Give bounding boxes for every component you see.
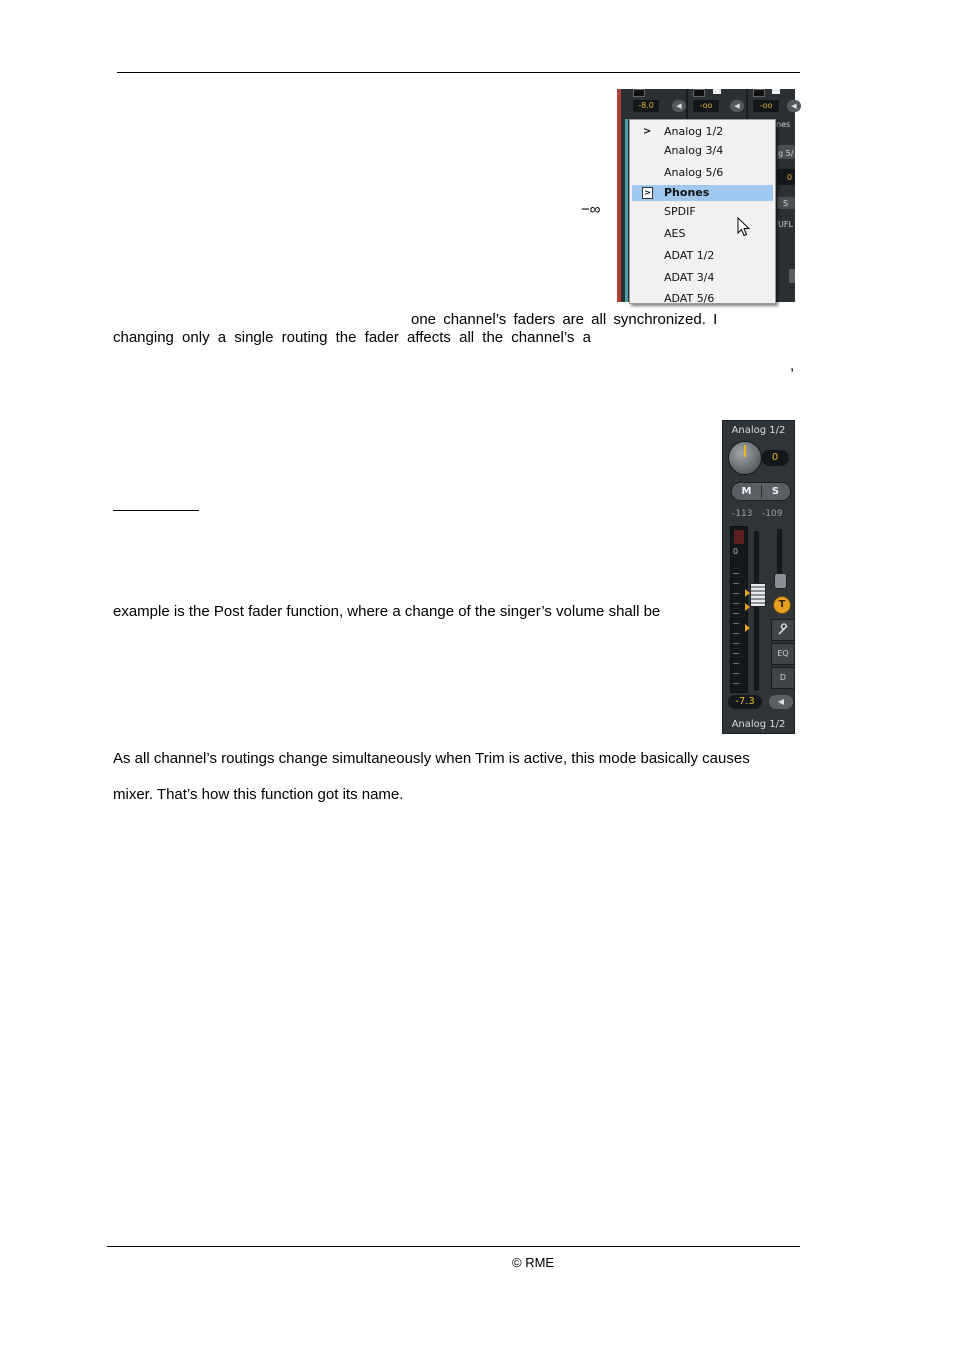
routing-menu-screenshot xyxy=(617,89,797,305)
channel-strip-screenshot xyxy=(722,420,795,734)
side-label: 0 xyxy=(787,173,793,182)
meter-tick xyxy=(733,683,739,684)
fader-value-2: -oo xyxy=(693,100,719,112)
meter-tick xyxy=(733,643,739,644)
meter-overload-indicator xyxy=(734,530,744,544)
paragraph-line: changing only a single routing the fader affects all the channel’s a xyxy=(113,329,591,346)
channel-color-bar xyxy=(617,89,621,302)
top-indicator xyxy=(633,89,645,97)
meter-tick xyxy=(733,573,739,574)
header-rule xyxy=(117,72,800,73)
menu-item-adat-3-4[interactable] xyxy=(632,270,773,286)
menu-item-label: Analog 1/2 xyxy=(664,125,724,138)
meter-tick xyxy=(733,623,739,624)
menu-item-analog-3-4[interactable] xyxy=(632,143,773,159)
menu-item-label: ADAT 1/2 xyxy=(664,249,715,262)
menu-item-adat-1-2[interactable] xyxy=(632,248,773,264)
paragraph-line: example is the Post fader function, where a change of the singer’s volume shall be xyxy=(113,603,661,620)
settings-wrench-button[interactable] xyxy=(771,619,795,641)
meter-tick xyxy=(733,603,739,604)
footer-rule xyxy=(107,1246,800,1247)
top-indicator xyxy=(693,89,705,97)
meter-tick xyxy=(733,613,739,614)
paragraph-line: As all channel’s routings change simultaneously when Trim is active, this mode basically causes xyxy=(113,750,750,767)
stray-comma: , xyxy=(790,357,795,374)
side-label: g 5/ xyxy=(778,149,794,158)
menu-item-spdif[interactable] xyxy=(632,204,773,220)
peak-left-value: -113 xyxy=(732,509,753,519)
side-label: UFL xyxy=(778,220,793,229)
routing-dropdown-menu[interactable] xyxy=(629,119,776,304)
menu-item-aes[interactable] xyxy=(632,226,773,242)
meter-tick xyxy=(733,633,739,634)
chevron-right-icon: > xyxy=(643,126,652,137)
channel-title-top: Analog 1/2 xyxy=(731,425,786,436)
menu-item-label: Analog 3/4 xyxy=(664,144,724,157)
paragraph-line: mixer. That’s how this function got its name. xyxy=(113,786,404,803)
fader-value-1: -8.0 xyxy=(633,100,659,112)
top-indicator-lit xyxy=(713,89,721,94)
gain-knob[interactable] xyxy=(728,441,762,475)
meter-tick xyxy=(733,653,739,654)
route-arrow-button[interactable]: ◀ xyxy=(787,100,801,112)
side-label: S xyxy=(783,199,789,208)
main-fader-track[interactable] xyxy=(754,531,759,691)
meter-tick xyxy=(733,663,739,664)
dynamics-button[interactable]: D xyxy=(771,667,795,689)
knob-indicator xyxy=(744,445,746,457)
side-label: nes xyxy=(776,120,791,129)
trim-button[interactable]: T xyxy=(773,596,791,614)
gain-value: 0 xyxy=(761,450,789,466)
fader-value: -7.3 xyxy=(728,695,762,709)
strip-separator xyxy=(746,89,748,119)
side-panel-box xyxy=(777,169,795,185)
menu-item-label: AES xyxy=(664,227,686,240)
route-arrow-button[interactable]: ◀ xyxy=(769,695,793,709)
channel-level-bar xyxy=(625,119,628,302)
mute-solo-group xyxy=(731,482,791,501)
route-arrow-button[interactable]: ◀ xyxy=(672,100,686,112)
channel-title-bottom: Analog 1/2 xyxy=(731,719,786,730)
route-marker-icon xyxy=(745,624,750,632)
meter-zero-label: 0 xyxy=(733,547,739,556)
neg-infinity-symbol: −∞ xyxy=(581,201,601,218)
eq-button[interactable]: EQ xyxy=(771,643,795,665)
main-fader-handle[interactable] xyxy=(750,583,766,607)
send-fader-handle[interactable] xyxy=(774,573,787,589)
chevron-right-icon: > xyxy=(642,187,653,199)
menu-item-label: ADAT 5/6 xyxy=(664,292,715,305)
top-indicator-lit xyxy=(772,89,780,94)
menu-item-analog-1-2[interactable] xyxy=(632,124,773,140)
meter-tick xyxy=(733,593,739,594)
menu-item-label: Analog 5/6 xyxy=(664,166,724,179)
mouse-cursor-icon xyxy=(737,217,751,237)
meter-tick xyxy=(733,673,739,674)
meter-tick xyxy=(733,583,739,584)
wrench-icon xyxy=(777,624,789,636)
strip-separator xyxy=(686,89,688,119)
side-panel-box xyxy=(789,269,795,283)
fader-value-3: -oo xyxy=(753,100,779,112)
menu-item-label: ADAT 3/4 xyxy=(664,271,715,284)
top-indicator xyxy=(753,89,765,97)
menu-item-analog-5-6[interactable] xyxy=(632,165,773,181)
footer-copyright: © RME xyxy=(512,1255,555,1270)
subheading-underline xyxy=(113,510,199,511)
menu-item-adat-5-6[interactable] xyxy=(632,291,773,307)
menu-item-phones[interactable] xyxy=(632,185,773,201)
route-arrow-button[interactable]: ◀ xyxy=(730,100,744,112)
mute-button[interactable]: M xyxy=(741,486,752,497)
peak-right-value: -109 xyxy=(762,509,783,519)
menu-item-label: SPDIF xyxy=(664,205,696,218)
paragraph-line: one channel’s faders are all synchronized. I xyxy=(411,311,718,328)
solo-button[interactable]: S xyxy=(771,486,780,497)
menu-item-label: Phones xyxy=(664,186,710,199)
